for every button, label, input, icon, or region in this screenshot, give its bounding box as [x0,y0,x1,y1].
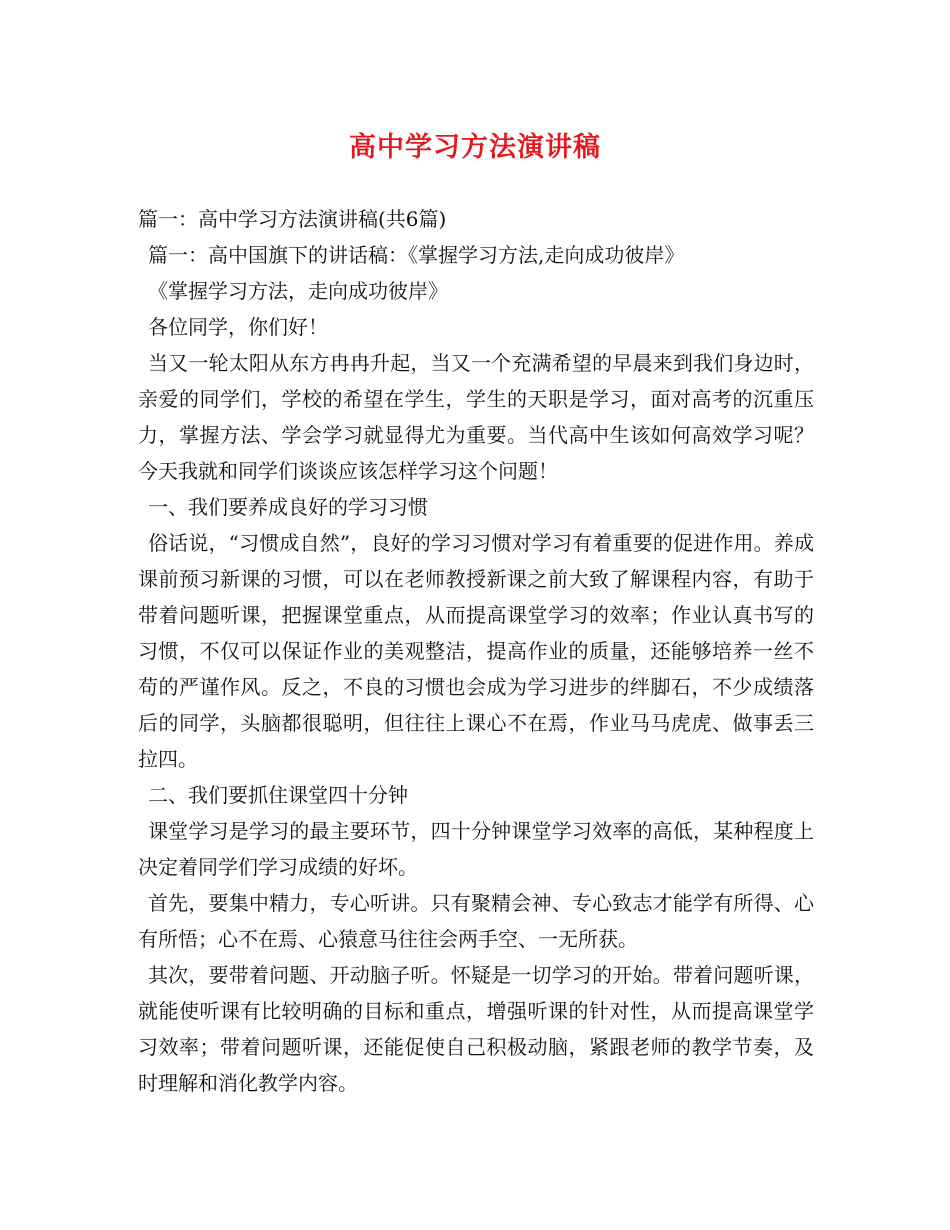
paragraph-section-heading: 篇一：高中学习方法演讲稿(共6篇) [138,207,447,231]
page-title: 高中学习方法演讲稿 [349,132,601,163]
paragraph-first-point: 首先，要集中精力，专心听讲。只有聚精会神、专心致志才能学有所得、心有所悟；心不在焉、心猿意马往往会两手空、一无所获。 [138,891,814,951]
paragraph-speech-title: 《掌握学习方法，走向成功彼岸》 [148,279,448,303]
paragraph-classroom: 课堂学习是学习的最主要环节，四十分钟课堂学习效率的高低，某种程度上决定着同学们学习成绩的好坏。 [138,819,814,879]
paragraph-subtitle: 篇一：高中国旗下的讲话稿：《掌握学习方法,走向成功彼岸》 [148,243,685,267]
document-body [138,201,814,1101]
paragraph-intro: 当又一轮太阳从东方冉冉升起，当又一个充满希望的早晨来到我们身边时，亲爱的同学们，学校的希望在学生，学生的天职是学习，面对高考的沉重压力，掌握方法、学会学习就显得尤为重要。当代高中生该如何高效学习呢？今天我就和同学们谈谈应该怎样学习这个问题！ [138,351,814,483]
paragraph-second-point: 其次，要带着问题、开动脑子听。怀疑是一切学习的开始。带着问题听课，就能使听课有比较明确的目标和重点，增强听课的针对性，从而提高课堂学习效率；带着问题听课，还能促使自己积极动脑，紧跟老师的教学节奏，及时理解和消化教学内容。 [138,963,814,1095]
paragraph-heading-two: 二、我们要抓住课堂四十分钟 [148,783,408,807]
paragraph-habits: 俗话说，“习惯成自然”，良好的学习习惯对学习有着重要的促进作用。养成课前预习新课的习惯，可以在老师教授新课之前大致了解课程内容，有助于带着问题听课，把握课堂重点，从而提高课堂学习的效率；作业认真书写的习惯，不仅可以保证作业的美观整洁，提高作业的质量，还能够培养一丝不苟的严谨作风。反之，不良的习惯也会成为学习进步的绊脚石，不少成绩落后的同学，头脑都很聪明，但往往上课心不在焉，作业马马虎虎、做事丢三拉四。 [138,531,814,771]
paragraph-heading-one: 一、我们要养成良好的学习习惯 [148,495,428,519]
paragraph-greeting: 各位同学，你们好！ [148,315,328,339]
